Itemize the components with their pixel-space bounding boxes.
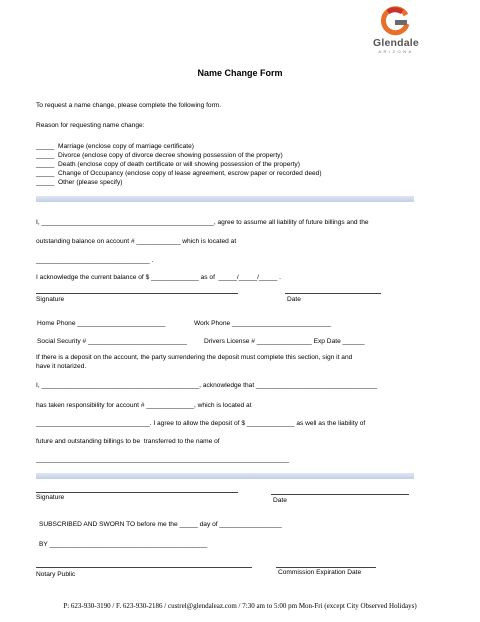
reason-death: _____ Death (enclose copy of death certificate or will showing possession of the property) bbox=[36, 161, 300, 168]
date-label: Date bbox=[287, 296, 301, 303]
ssn-field: Social Security # ___________________________ bbox=[37, 338, 187, 345]
logo-subtitle: ARIZONA bbox=[378, 49, 414, 54]
reason-occupancy: _____ Change of Occupancy (enclose copy of lease agreement, escrow paper or recorded deed) bbox=[36, 170, 322, 177]
notary-signature-line bbox=[36, 567, 252, 568]
home-phone-field: Home Phone ________________________ bbox=[37, 320, 166, 327]
drivers-license-field: Drivers License # _______________ Exp Date ______ bbox=[204, 338, 365, 345]
deposit-allow-line: _______________________________. I agree to allow the deposit of $ _____________ as well as the liability of bbox=[36, 420, 366, 427]
sworn-statement: SUBSCRIBED AND SWORN TO before me the _____ day of _________________ bbox=[39, 521, 282, 528]
liability-account-line: outstanding balance on account # ____________ which is located at bbox=[36, 238, 237, 245]
page-title: Name Change Form bbox=[197, 68, 283, 78]
deposit-account-line: has taken responsibility for account # _____________, which is located at bbox=[36, 402, 252, 409]
signature-line bbox=[36, 293, 238, 294]
glendale-logo bbox=[366, 6, 426, 54]
transfer-name-line: _____________________________________________________________________ bbox=[36, 456, 290, 463]
deposit-ack-line: I, ___________________________________________, acknowledge that _________________________________ bbox=[36, 382, 378, 389]
reason-marriage: _____ Marriage (enclose copy of marriage certificate) bbox=[36, 143, 194, 150]
commission-expiration-label: Commission Expiration Date bbox=[278, 569, 362, 576]
glendale-g-logo-icon bbox=[380, 6, 410, 36]
commission-date-line bbox=[276, 567, 376, 568]
intro-text: To request a name change, please complete the following form. bbox=[36, 102, 222, 109]
signature-label: Signature bbox=[36, 494, 65, 501]
deposit-note-cont: have it notarized. bbox=[36, 363, 87, 370]
contact-footer: P: 623-930-3190 / F. 623-930-2186 / custrel@glendaleaz.com / 7:30 am to 5:00 pm Mon-Fri (except City Observed Holidays) bbox=[63, 602, 417, 610]
work-phone-field: Work Phone ___________________________ bbox=[194, 320, 332, 327]
signature-label: Signature bbox=[36, 296, 65, 303]
date-line bbox=[285, 293, 381, 294]
date-label: Date bbox=[273, 497, 287, 504]
liability-name-line: I, _______________________________________________, agree to assume all liability of future billings and the bbox=[36, 219, 369, 226]
liability-address-line: _______________________________ . bbox=[36, 257, 154, 264]
balance-acknowledgement: I acknowledge the current balance of $ _____________ as of _____/_____/_____ . bbox=[36, 274, 281, 281]
section-divider bbox=[36, 473, 414, 479]
deposit-transfer-line: future and outstanding billings to be transferred to the name of bbox=[36, 438, 220, 445]
reason-other: _____ Other (please specify) bbox=[36, 179, 123, 186]
deposit-note: If there is a deposit on the account, the party surrendering the deposit must complete this section, sign it and bbox=[36, 354, 353, 361]
notary-by-line: BY ___________________________________________ bbox=[39, 541, 208, 548]
section-divider bbox=[36, 196, 414, 202]
logo-name: Glendale bbox=[373, 37, 419, 49]
signature-line bbox=[36, 492, 238, 493]
notary-public-label: Notary Public bbox=[36, 571, 76, 578]
date-line bbox=[271, 494, 409, 495]
reason-heading: Reason for requesting name change: bbox=[36, 122, 145, 129]
reason-divorce: _____ Divorce (enclose copy of divorce decree showing possession of the property) bbox=[36, 152, 283, 159]
